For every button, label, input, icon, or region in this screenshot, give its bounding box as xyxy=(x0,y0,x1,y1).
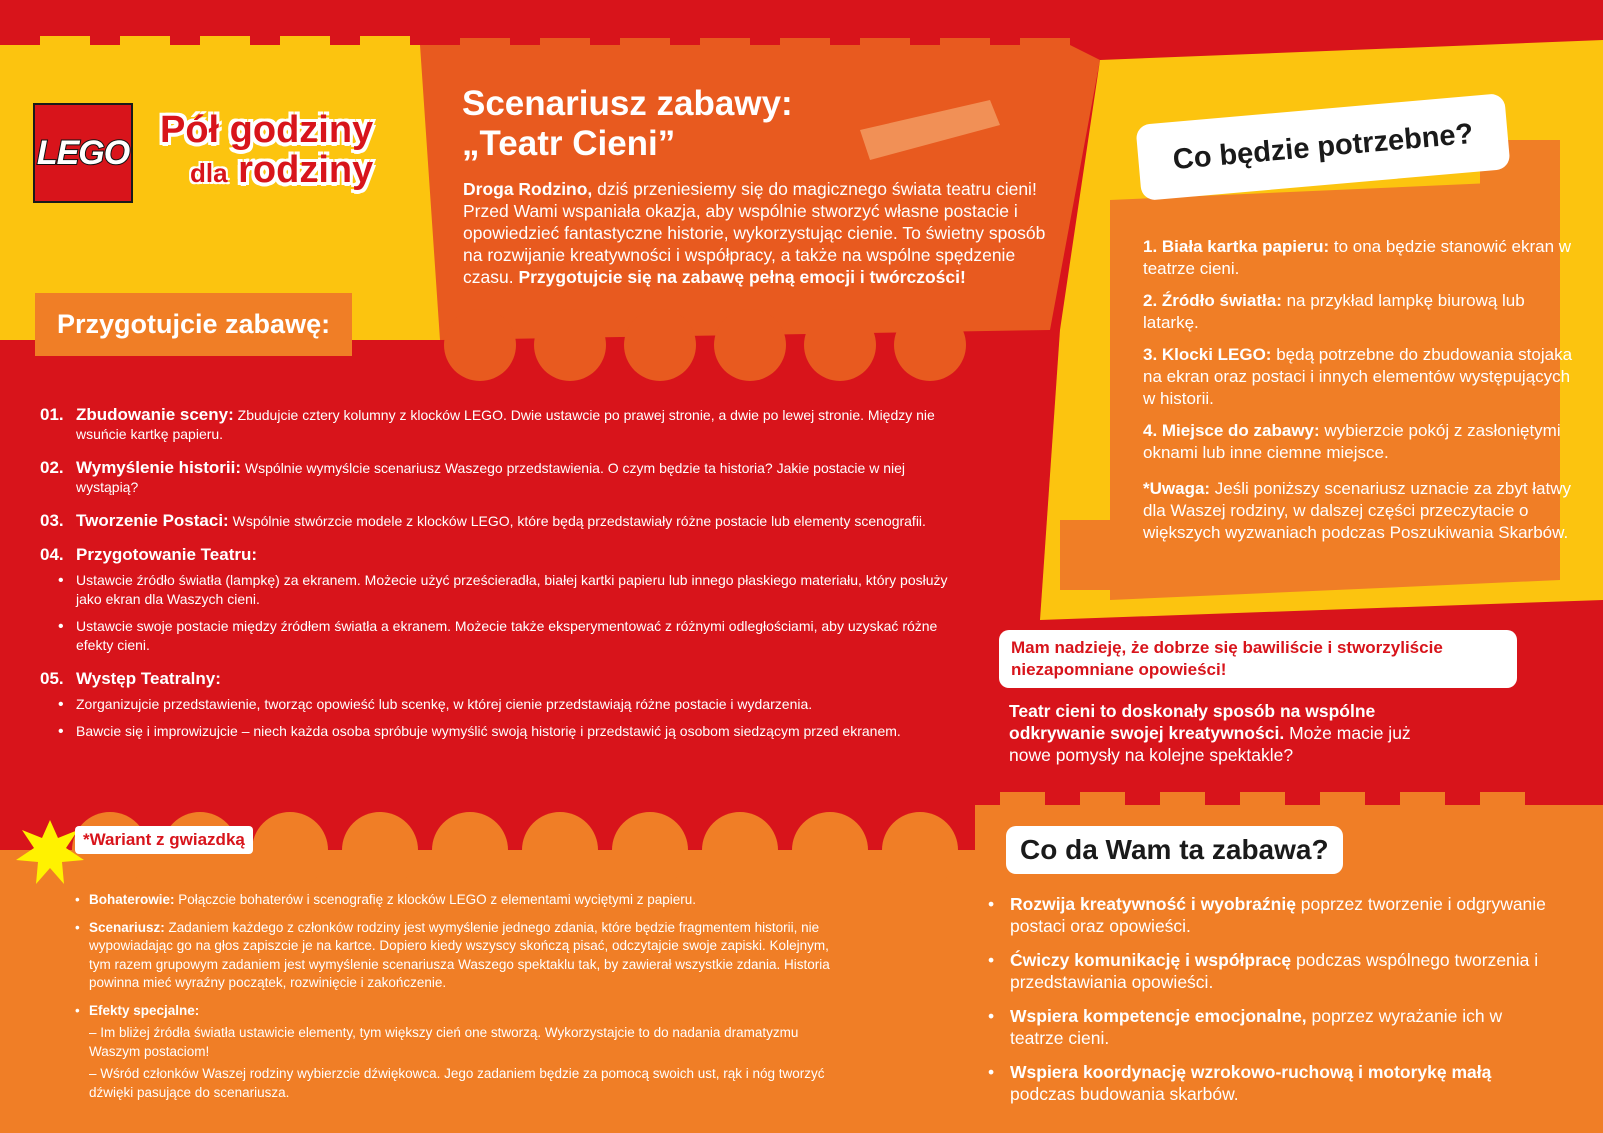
step5-bullet: • Bawcie się i improwizujcie – niech każda osoba spróbuje wymyślić swoją historię i przedstawić ją osobom siedzącym przed ekranem. xyxy=(58,723,901,740)
effect-item: – Im bliżej źródła światła ustawicie elementy, tym większy cień one stworzą. Wykorzystajcie to do nadania dramatyzmu Waszym postaciom! xyxy=(89,1025,799,1059)
steps-list xyxy=(40,405,970,749)
variant-list xyxy=(75,891,845,1111)
benefit-item: • Wspiera kompetencje emocjonalne, poprzez wyrażanie ich w teatrze cieni. xyxy=(988,1006,1503,1048)
benefit-item: • Wspiera koordynację wzrokowo-ruchową i motorykę małą podczas budowania skarbów. xyxy=(988,1062,1492,1104)
step-number: 01. xyxy=(40,405,64,424)
benefits-title: Co da Wam ta zabawa? xyxy=(1006,826,1343,874)
step-heading: Wymyślenie historii: xyxy=(76,458,242,477)
brand-line1: Pół godziny xyxy=(160,109,374,151)
variant-item: • Efekty specjalne: – Im bliżej źródła światła ustawicie elementy, tym większy cień one stworzą. Wykorzystajcie to do nadania dramatyzmu Waszym postaciom! – Wśród członków Waszej rodziny wybierzcie dźwiękowca. Jego zadaniem będzie za pomocą swoich ust, rąk i nóg tworzyć dźwięki pasujące do scenariusza. xyxy=(75,1002,845,1103)
scenario-title-line2: „Teatr Cieni” xyxy=(462,124,676,163)
step-5 xyxy=(40,669,970,689)
step-3 xyxy=(40,511,970,531)
brand-line2-b: rodziny xyxy=(238,149,374,191)
step-number: 03. xyxy=(40,511,64,530)
needs-note: *Uwaga: Jeśli poniższy scenariusz uznacie za zbyt łatwy dla Waszej rodziny, w dalszej części przeczytacie o większych wyzwaniach podczas Poszukiwania Skarbów. xyxy=(1143,479,1572,542)
step-text: Wspólnie wymyślcie scenariusz Waszego przedstawienia. O czym będzie ta historia? Jakie postacie w niej wystąpią? xyxy=(76,460,905,495)
intro-lead: Droga Rodzino, xyxy=(463,179,593,199)
step-heading: Występ Teatralny: xyxy=(76,669,221,688)
effect-item: – Wśród członków Waszej rodziny wybierzcie dźwiękowca. Jego zadaniem będzie za pomocą swoich ust, rąk i nóg tworzyć dźwięki pasujące do scenariusza. xyxy=(89,1066,825,1100)
brand-line2-a: dla xyxy=(190,158,228,188)
step-number: 05. xyxy=(40,669,64,688)
step-number: 02. xyxy=(40,458,64,477)
scenario-title-line1: Scenariusz zabawy: xyxy=(462,84,793,123)
intro-text: dziś przeniesiemy się do magicznego świata teatru cieni! Przed Wami wspaniała okazja, aby wspólnie stworzyć własne postacie i opowiedzieć fantastyczne historie, wykorzystując cienie. To świetny sposób na rozwijanie kreatywności i współpracy, a także na wspólne spędzenie czasu. xyxy=(463,179,1046,287)
needs-item: 3. Klocki LEGO: będą potrzebne do zbudowania stojaka na ekran oraz postaci i innych elementów występujących w historii. xyxy=(1143,345,1573,408)
benefit-item: • Rozwija kreatywność i wyobraźnię poprzez tworzenie i odgrywanie postaci oraz opowieści. xyxy=(988,894,1546,936)
lego-logo-text: LEGO xyxy=(36,133,130,172)
lego-logo xyxy=(33,103,133,203)
step4-bullet: • Ustawcie swoje postacie między źródłem światła a ekranem. Możecie także eksperymentować z różnymi odległościami, aby uzyskać różne efekty cieni. xyxy=(58,618,938,653)
variant-title: *Wariant z gwiazdką xyxy=(75,826,253,854)
brand-title xyxy=(160,110,410,193)
benefits-list xyxy=(988,893,1548,1117)
step-number: 04. xyxy=(40,545,64,564)
step5-bullet: • Zorganizujcie przedstawienie, tworząc opowieść lub scenkę, w której cienie przedstawiają różne postacie i wydarzenia. xyxy=(58,696,813,713)
needs-list xyxy=(1143,236,1583,554)
step4-bullet: • Ustawcie źródło światła (lampkę) za ekranem. Możecie użyć prześcieradła, białej kartki papieru lub innego płaskiego materiału, który posłuży jako ekran dla Waszych cieni. xyxy=(58,572,948,607)
needs-item: 2. Źródło światła: na przykład lampkę biurową lub latarkę. xyxy=(1143,291,1525,332)
intro-end: Przygotujcie się na zabawę pełną emocji i twórczości! xyxy=(518,267,966,287)
variant-item: • Scenariusz: Zadaniem każdego z członków rodziny jest wymyślenie jednego zdania, które będzie fragmentem historii, nie wypowiadając go na głos zapiszcie je na kartce. Dopiero kiedy wszyscy skończą pisać, odczytajcie swoje zapiski. Kolejnym, tym razem grupowym zadaniem jest wymyślenie scenariusza Waszego spektaklu tak, by zawierał wszystkie zdania. Historia powinna mieć wyraźny początek, rozwinięcie i zakończenie. xyxy=(75,919,830,990)
prepare-title: Przygotujcie zabawę: xyxy=(35,293,352,356)
step-4 xyxy=(40,545,970,565)
step-2 xyxy=(40,458,970,497)
variant-item: • Bohaterowie: Połączcie bohaterów i scenografię z klocków LEGO z elementami wyciętymi z papieru. xyxy=(75,892,696,907)
teatr-message: Teatr cieni to doskonały sposób na wspólne odkrywanie swojej kreatywności. Może macie już nowe pomysły na kolejne spektakle? xyxy=(1009,701,1411,765)
needs-item: 1. Biała kartka papieru: to ona będzie stanowić ekran w teatrze cieni. xyxy=(1143,237,1572,278)
benefit-item: • Ćwiczy komunikację i współpracę podczas wspólnego tworzenia i przedstawiania opowieści. xyxy=(988,950,1539,992)
step-heading: Zbudowanie sceny: xyxy=(76,405,234,424)
step-heading: Tworzenie Postaci: xyxy=(76,511,229,530)
step-heading: Przygotowanie Teatru: xyxy=(76,545,258,564)
needs-item: 4. Miejsce do zabawy: wybierzcie pokój z zasłoniętymi oknami lub inne ciemne miejsce. xyxy=(1143,421,1561,462)
step-text: Wspólnie stwórzcie modele z klocków LEGO, które będą przedstawiały różne postacie lub elementy scenografii. xyxy=(228,513,926,529)
intro-paragraph xyxy=(463,178,1053,288)
needs-title: Co będzie potrzebne? xyxy=(1135,93,1510,201)
hope-message: Mam nadzieję, że dobrze się bawiliście i stworzyliście niezapomniane opowieści! xyxy=(999,630,1517,688)
step-text: Zbudujcie cztery kolumny z klocków LEGO. Dwie ustawcie po prawej stronie, a dwie po lewej stronie. Między nie wsuńcie kartkę papieru. xyxy=(76,407,935,442)
step-1 xyxy=(40,405,970,444)
brand-line2 xyxy=(160,150,410,193)
scenario-title xyxy=(462,84,793,164)
